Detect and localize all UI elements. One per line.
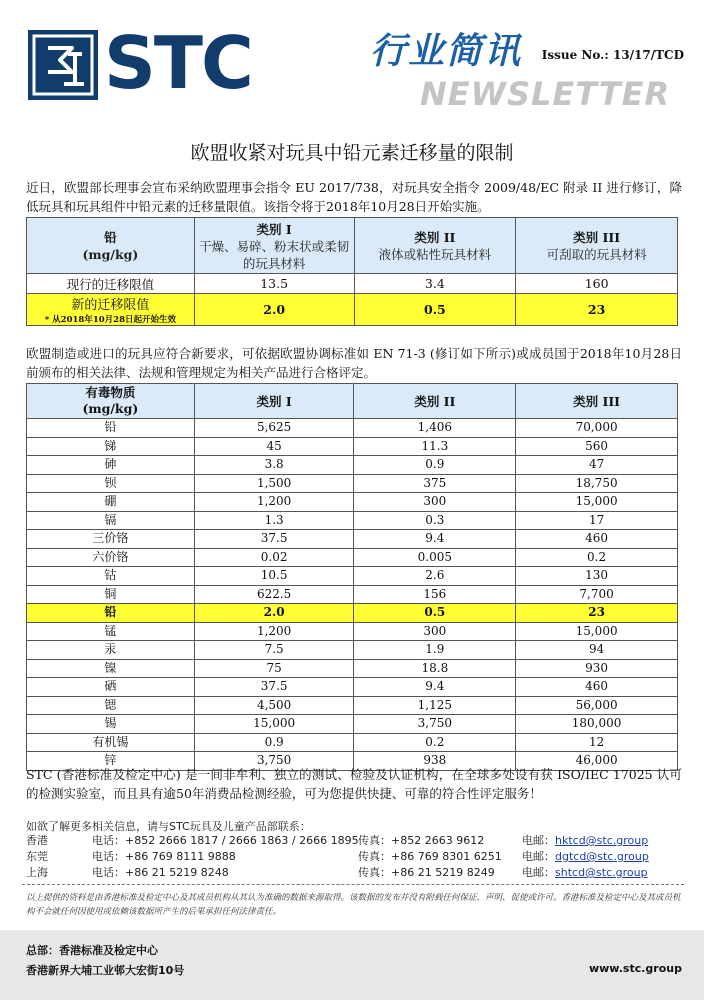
table-cell: 0.005: [354, 548, 516, 567]
table-cell: 1.3: [194, 511, 354, 530]
substance-unit: (mg/kg): [82, 401, 139, 416]
table-row: [27, 511, 678, 530]
email-label: 电邮：: [522, 866, 555, 879]
email-link-dongguan[interactable]: dgtcd@stc.group: [555, 850, 649, 863]
table-cell: 180,000: [516, 715, 678, 734]
table-cell: 94: [516, 641, 678, 660]
table-cell: 930: [516, 659, 678, 678]
table-row-highlighted: [27, 604, 678, 623]
table-cell: 13.5: [194, 274, 354, 294]
table-cell: 460: [516, 678, 678, 697]
table-cell: 10.5: [194, 567, 354, 586]
table-cell: 0.2: [516, 548, 678, 567]
office-city: 上海: [26, 866, 48, 879]
table-row: [27, 678, 678, 697]
office-email: [522, 848, 649, 864]
substance-name: 锶: [27, 696, 195, 715]
contact-intro: 如欲了解更多相关信息，请与STC玩具及儿童产品部联系：: [26, 820, 311, 833]
newsletter-title-cn: 行业简讯: [370, 31, 523, 72]
table-row: [27, 474, 678, 493]
table-cell: 2.6: [354, 567, 516, 586]
table-cell: 47: [516, 456, 678, 475]
table-cell: 3.8: [194, 456, 354, 475]
table-cell: 37.5: [194, 530, 354, 549]
table-cell: 15,000: [516, 493, 678, 512]
table-cell: 1,200: [194, 622, 354, 641]
substance-name: 硒: [27, 678, 195, 697]
category-desc: 液体或粘性玩具材料: [378, 247, 492, 262]
table-cell: 3,750: [194, 752, 354, 771]
new-limit-label-cell: [27, 294, 195, 326]
table-cell: 1.9: [354, 641, 516, 660]
table-header-row: [27, 218, 678, 274]
table-cell: 0.9: [354, 456, 516, 475]
table-cell: 23: [516, 294, 678, 326]
substance-name: 汞: [27, 641, 195, 660]
substance-label: 有毒物质: [85, 385, 136, 400]
table-cell: 1,500: [194, 474, 354, 493]
table-cell: 938: [354, 752, 516, 771]
substance-name: 锰: [27, 622, 195, 641]
page-footer: [0, 930, 704, 1000]
substance-name: 镍: [27, 659, 195, 678]
contact-row-hongkong: [26, 832, 686, 848]
column-header: 类别 II: [354, 384, 516, 419]
category-name: 类别 III: [573, 230, 621, 245]
table-row-highlighted: [27, 294, 678, 326]
category-desc: 可刮取的玩具材料: [546, 247, 647, 262]
table-cell: 3.4: [354, 274, 516, 294]
category-name: 类别 I: [256, 221, 292, 237]
table-cell: 2.0: [194, 604, 354, 623]
table-cell: 0.9: [194, 733, 354, 752]
table-cell: 18.8: [354, 659, 516, 678]
table-cell: 23: [516, 604, 678, 623]
table-header-lead: [27, 384, 195, 419]
table-cell: 622.5: [194, 585, 354, 604]
table-row: [27, 493, 678, 512]
column-header: 类别 I: [194, 384, 354, 419]
table-cell: 56,000: [516, 696, 678, 715]
table-cell: 12: [516, 733, 678, 752]
table-cell: 9.4: [354, 530, 516, 549]
substance-name: 硼: [27, 493, 195, 512]
lead-unit: (mg/kg): [82, 247, 139, 262]
email-link-shanghai[interactable]: shtcd@stc.group: [555, 866, 648, 879]
brand-name: STC: [104, 21, 252, 105]
table-cell: 37.5: [194, 678, 354, 697]
substance-name: 有机锡: [27, 733, 195, 752]
table-row: [27, 274, 678, 294]
table-row: [27, 659, 678, 678]
table-cell: 375: [354, 474, 516, 493]
table-cell: 560: [516, 437, 678, 456]
column-header: 类别 III: [516, 384, 678, 419]
substance-name: 锌: [27, 752, 195, 771]
table-cell: 15,000: [194, 715, 354, 734]
table-row: [27, 715, 678, 734]
table-cell: 4,500: [194, 696, 354, 715]
website-link[interactable]: www.stc.group: [588, 962, 682, 975]
table-cell: 11.3: [354, 437, 516, 456]
office-fax: 传真：+86 21 5219 8249: [358, 866, 495, 879]
table-cell: 460: [516, 530, 678, 549]
table-row: [27, 419, 678, 438]
headquarters-address: 香港新界大埔工业邨大宏街10号: [26, 964, 185, 977]
office-fax: 传真：+852 2663 9612: [358, 834, 485, 847]
substance-name: 铅: [27, 419, 195, 438]
table-header-row: [27, 384, 678, 419]
section-divider: [22, 884, 684, 885]
table-row: [27, 733, 678, 752]
table-cell: 17: [516, 511, 678, 530]
table-row: [27, 456, 678, 475]
issue-number: Issue No.: 13/17/TCD: [541, 48, 684, 62]
substance-name: 镉: [27, 511, 195, 530]
table-cell: 0.3: [354, 511, 516, 530]
table-cell: 0.2: [354, 733, 516, 752]
substance-name: 钡: [27, 474, 195, 493]
toxic-substance-table: [26, 383, 678, 771]
table-cell: 70,000: [516, 419, 678, 438]
table-row: [27, 437, 678, 456]
table-row: [27, 548, 678, 567]
substance-name: 锡: [27, 715, 195, 734]
table-cell: 46,000: [516, 752, 678, 771]
effective-date-note: * 从2018年10月28日起开始生效: [44, 315, 176, 325]
office-email: [522, 832, 648, 848]
substance-name: 铅: [27, 604, 195, 623]
category-header: [516, 218, 678, 274]
lead-label: 铅: [104, 230, 117, 245]
table-row: [27, 530, 678, 549]
table-cell: 2.0: [194, 294, 354, 326]
office-phone: 电话：+852 2666 1817 / 2666 1863 / 2666 1895: [92, 834, 359, 847]
lead-limit-table: [26, 217, 678, 326]
table-cell: 1,125: [354, 696, 516, 715]
table-cell: 1,200: [194, 493, 354, 512]
table-cell: 156: [354, 585, 516, 604]
table-cell: 7,700: [516, 585, 678, 604]
table-row: [27, 567, 678, 586]
category-header: [194, 218, 354, 274]
table-cell: 75: [194, 659, 354, 678]
table-cell: 1,406: [354, 419, 516, 438]
substance-name: 三价铬: [27, 530, 195, 549]
table-header-lead: [27, 218, 195, 274]
table-cell: 15,000: [516, 622, 678, 641]
stc-logo-icon: [28, 30, 98, 100]
contact-row-dongguan: [26, 848, 686, 864]
table-row: [27, 622, 678, 641]
category-desc: 干燥、易碎、粉末状或柔韧的玩具材料: [199, 238, 350, 271]
page-title: 欧盟收紧对玩具中铅元素迁移量的限制: [190, 142, 514, 164]
compliance-paragraph: 欧盟制造或进口的玩具应符合新要求，可依据欧盟协调标准如 EN 71-3 (修订如下所示)或成员国于2018年10月28日前颁布的相关法律、法规和管理规定为相关产品进行合格评定。: [26, 346, 682, 380]
table-cell: 0.02: [194, 548, 354, 567]
table-cell: 0.5: [354, 604, 516, 623]
email-link-hongkong[interactable]: hktcd@stc.group: [555, 834, 649, 847]
about-stc-paragraph: STC (香港标准及检定中心) 是一间非牟利、独立的测试、检验及认证机构，在全球多处设有获 ISO/IEC 17025 认可的检测实验室，而且具有逾50年消费品检测经验，可为您提供快捷、可靠的符合性评定服务！: [26, 767, 682, 801]
newsletter-title-en: NEWSLETTER: [420, 75, 671, 113]
table-row: [27, 585, 678, 604]
table-cell: 300: [354, 493, 516, 512]
office-email: [522, 864, 648, 880]
contact-row-shanghai: [26, 864, 686, 880]
substance-name: 铜: [27, 585, 195, 604]
office-phone: 电话：+86 21 5219 8248: [92, 866, 229, 879]
substance-name: 砷: [27, 456, 195, 475]
substance-name: 钴: [27, 567, 195, 586]
table-cell: 0.5: [354, 294, 516, 326]
headquarters-label: 总部：香港标准及检定中心: [26, 944, 158, 957]
new-limit-label: 新的迁移限值: [71, 298, 150, 313]
category-name: 类别 II: [414, 230, 456, 245]
disclaimer-text: 以上提供的资料是由香港标准及检定中心及其成员机构从其认为准确的数据来源取得。该数据的发布并没有附载任何保证、声明、促使或许可。香港标准及检定中心及其成员机构不会就任何因使用或依赖该数据所产生的后果承担任何法律责任。: [26, 893, 681, 917]
table-cell: 18,750: [516, 474, 678, 493]
table-cell: 300: [354, 622, 516, 641]
table-row: [27, 641, 678, 660]
table-cell: 160: [516, 274, 678, 294]
office-fax: 传真：+86 769 8301 6251: [358, 850, 502, 863]
office-city: 东莞: [26, 850, 48, 863]
substance-name: 六价铬: [27, 548, 195, 567]
current-limit-label: 现行的迁移限值: [27, 274, 195, 294]
category-header: [354, 218, 516, 274]
office-city: 香港: [26, 834, 48, 847]
intro-paragraph: 近日，欧盟部长理事会宣布采纳欧盟理事会指令 EU 2017/738，对玩具安全指令 2009/48/EC 附录 II 进行修订，降低玩具和玩具组件中铅元素的迁移量限值。该指令将于2018年10月28日开始实施。: [26, 180, 682, 214]
table-cell: 3,750: [354, 715, 516, 734]
email-label: 电邮：: [522, 850, 555, 863]
table-cell: 5,625: [194, 419, 354, 438]
table-cell: 7.5: [194, 641, 354, 660]
table-row: [27, 696, 678, 715]
table-cell: 45: [194, 437, 354, 456]
table-cell: 130: [516, 567, 678, 586]
substance-name: 锑: [27, 437, 195, 456]
office-phone: 电话：+86 769 8111 9888: [92, 850, 236, 863]
table-cell: 9.4: [354, 678, 516, 697]
email-label: 电邮：: [522, 834, 555, 847]
newsletter-header: [0, 0, 704, 120]
